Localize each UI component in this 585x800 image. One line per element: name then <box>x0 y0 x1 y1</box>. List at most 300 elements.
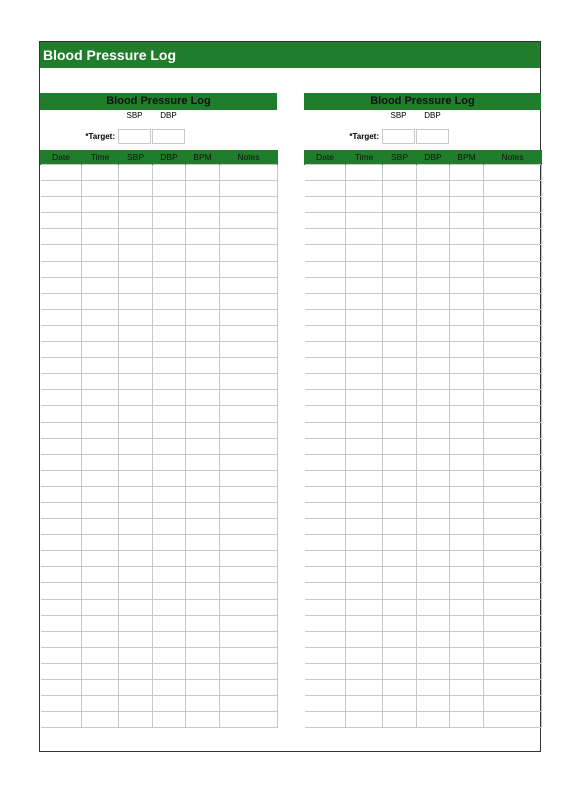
cell-sbp[interactable] <box>119 519 153 535</box>
cell-notes[interactable] <box>220 325 278 341</box>
cell-dbp[interactable] <box>153 213 186 229</box>
cell-bpm[interactable] <box>450 390 484 406</box>
cell-sbp[interactable] <box>383 502 417 518</box>
cell-sbp[interactable] <box>119 358 153 374</box>
cell-bpm[interactable] <box>450 422 484 438</box>
cell-notes[interactable] <box>220 663 278 679</box>
cell-time[interactable] <box>346 309 383 325</box>
cell-sbp[interactable] <box>383 599 417 615</box>
cell-bpm[interactable] <box>450 229 484 245</box>
cell-dbp[interactable] <box>153 261 186 277</box>
cell-dbp[interactable] <box>153 309 186 325</box>
cell-notes[interactable] <box>484 631 542 647</box>
cell-time[interactable] <box>82 535 119 551</box>
cell-date[interactable] <box>305 229 346 245</box>
target-dbp-input[interactable] <box>152 129 185 144</box>
cell-sbp[interactable] <box>119 197 153 213</box>
cell-notes[interactable] <box>220 551 278 567</box>
cell-dbp[interactable] <box>153 342 186 358</box>
cell-dbp[interactable] <box>153 551 186 567</box>
cell-bpm[interactable] <box>186 422 220 438</box>
cell-notes[interactable] <box>484 277 542 293</box>
cell-notes[interactable] <box>484 406 542 422</box>
cell-notes[interactable] <box>484 663 542 679</box>
cell-date[interactable] <box>41 470 82 486</box>
cell-time[interactable] <box>82 567 119 583</box>
cell-bpm[interactable] <box>450 293 484 309</box>
cell-date[interactable] <box>305 663 346 679</box>
cell-time[interactable] <box>82 438 119 454</box>
cell-sbp[interactable] <box>383 615 417 631</box>
cell-bpm[interactable] <box>186 342 220 358</box>
cell-time[interactable] <box>346 454 383 470</box>
cell-date[interactable] <box>305 535 346 551</box>
cell-time[interactable] <box>82 486 119 502</box>
cell-date[interactable] <box>305 615 346 631</box>
cell-time[interactable] <box>346 181 383 197</box>
cell-date[interactable] <box>41 309 82 325</box>
cell-bpm[interactable] <box>186 680 220 696</box>
cell-sbp[interactable] <box>383 583 417 599</box>
cell-date[interactable] <box>41 358 82 374</box>
cell-sbp[interactable] <box>383 277 417 293</box>
cell-date[interactable] <box>41 486 82 502</box>
cell-sbp[interactable] <box>383 663 417 679</box>
cell-time[interactable] <box>346 486 383 502</box>
cell-time[interactable] <box>82 470 119 486</box>
cell-notes[interactable] <box>220 277 278 293</box>
cell-dbp[interactable] <box>417 245 450 261</box>
cell-bpm[interactable] <box>186 535 220 551</box>
cell-date[interactable] <box>41 551 82 567</box>
cell-date[interactable] <box>41 438 82 454</box>
cell-notes[interactable] <box>484 470 542 486</box>
cell-time[interactable] <box>82 213 119 229</box>
cell-notes[interactable] <box>220 599 278 615</box>
cell-bpm[interactable] <box>186 454 220 470</box>
cell-bpm[interactable] <box>186 325 220 341</box>
cell-date[interactable] <box>305 197 346 213</box>
cell-sbp[interactable] <box>383 309 417 325</box>
cell-sbp[interactable] <box>119 680 153 696</box>
cell-date[interactable] <box>41 567 82 583</box>
cell-time[interactable] <box>346 229 383 245</box>
cell-sbp[interactable] <box>119 213 153 229</box>
cell-time[interactable] <box>346 422 383 438</box>
cell-dbp[interactable] <box>153 358 186 374</box>
cell-date[interactable] <box>305 422 346 438</box>
cell-notes[interactable] <box>484 583 542 599</box>
cell-dbp[interactable] <box>153 181 186 197</box>
cell-date[interactable] <box>41 197 82 213</box>
cell-bpm[interactable] <box>450 696 484 712</box>
cell-dbp[interactable] <box>153 229 186 245</box>
cell-sbp[interactable] <box>383 181 417 197</box>
cell-time[interactable] <box>82 680 119 696</box>
cell-time[interactable] <box>82 358 119 374</box>
cell-date[interactable] <box>41 277 82 293</box>
cell-notes[interactable] <box>484 390 542 406</box>
cell-bpm[interactable] <box>450 454 484 470</box>
cell-bpm[interactable] <box>450 213 484 229</box>
cell-time[interactable] <box>82 583 119 599</box>
cell-dbp[interactable] <box>417 470 450 486</box>
cell-notes[interactable] <box>220 454 278 470</box>
cell-bpm[interactable] <box>186 229 220 245</box>
target-dbp-input[interactable] <box>416 129 449 144</box>
cell-time[interactable] <box>82 454 119 470</box>
cell-bpm[interactable] <box>186 358 220 374</box>
cell-bpm[interactable] <box>450 438 484 454</box>
cell-date[interactable] <box>41 712 82 728</box>
cell-sbp[interactable] <box>119 374 153 390</box>
cell-date[interactable] <box>305 438 346 454</box>
cell-time[interactable] <box>82 502 119 518</box>
cell-time[interactable] <box>82 374 119 390</box>
cell-dbp[interactable] <box>417 342 450 358</box>
cell-date[interactable] <box>305 486 346 502</box>
cell-dbp[interactable] <box>153 438 186 454</box>
cell-time[interactable] <box>346 470 383 486</box>
cell-date[interactable] <box>41 519 82 535</box>
cell-sbp[interactable] <box>383 213 417 229</box>
cell-notes[interactable] <box>220 309 278 325</box>
cell-time[interactable] <box>346 599 383 615</box>
cell-sbp[interactable] <box>383 519 417 535</box>
cell-sbp[interactable] <box>119 293 153 309</box>
cell-date[interactable] <box>305 245 346 261</box>
cell-sbp[interactable] <box>383 390 417 406</box>
cell-notes[interactable] <box>220 486 278 502</box>
cell-bpm[interactable] <box>450 519 484 535</box>
cell-notes[interactable] <box>484 342 542 358</box>
cell-bpm[interactable] <box>450 599 484 615</box>
target-sbp-input[interactable] <box>118 129 151 144</box>
cell-notes[interactable] <box>484 486 542 502</box>
cell-sbp[interactable] <box>119 712 153 728</box>
cell-bpm[interactable] <box>186 551 220 567</box>
cell-dbp[interactable] <box>153 599 186 615</box>
cell-time[interactable] <box>82 519 119 535</box>
cell-bpm[interactable] <box>450 245 484 261</box>
cell-time[interactable] <box>82 342 119 358</box>
cell-date[interactable] <box>41 696 82 712</box>
cell-dbp[interactable] <box>153 647 186 663</box>
cell-time[interactable] <box>346 696 383 712</box>
cell-time[interactable] <box>346 374 383 390</box>
cell-time[interactable] <box>346 438 383 454</box>
cell-dbp[interactable] <box>417 663 450 679</box>
cell-sbp[interactable] <box>383 680 417 696</box>
cell-notes[interactable] <box>220 261 278 277</box>
cell-sbp[interactable] <box>119 599 153 615</box>
cell-time[interactable] <box>82 325 119 341</box>
cell-time[interactable] <box>82 277 119 293</box>
cell-sbp[interactable] <box>119 470 153 486</box>
cell-bpm[interactable] <box>450 535 484 551</box>
cell-bpm[interactable] <box>186 293 220 309</box>
cell-bpm[interactable] <box>186 470 220 486</box>
cell-date[interactable] <box>305 342 346 358</box>
cell-dbp[interactable] <box>417 422 450 438</box>
cell-sbp[interactable] <box>383 551 417 567</box>
cell-bpm[interactable] <box>450 325 484 341</box>
cell-sbp[interactable] <box>383 712 417 728</box>
cell-bpm[interactable] <box>450 712 484 728</box>
cell-dbp[interactable] <box>153 277 186 293</box>
cell-time[interactable] <box>82 647 119 663</box>
cell-bpm[interactable] <box>450 615 484 631</box>
cell-date[interactable] <box>305 261 346 277</box>
cell-sbp[interactable] <box>119 342 153 358</box>
cell-bpm[interactable] <box>186 663 220 679</box>
cell-notes[interactable] <box>220 535 278 551</box>
cell-dbp[interactable] <box>153 567 186 583</box>
cell-bpm[interactable] <box>186 519 220 535</box>
cell-notes[interactable] <box>220 358 278 374</box>
cell-sbp[interactable] <box>119 631 153 647</box>
cell-sbp[interactable] <box>119 261 153 277</box>
cell-notes[interactable] <box>220 229 278 245</box>
cell-notes[interactable] <box>220 712 278 728</box>
cell-bpm[interactable] <box>186 647 220 663</box>
cell-dbp[interactable] <box>417 551 450 567</box>
cell-dbp[interactable] <box>153 325 186 341</box>
cell-sbp[interactable] <box>383 535 417 551</box>
cell-time[interactable] <box>346 583 383 599</box>
cell-dbp[interactable] <box>153 519 186 535</box>
cell-date[interactable] <box>305 309 346 325</box>
cell-dbp[interactable] <box>417 197 450 213</box>
cell-sbp[interactable] <box>383 358 417 374</box>
cell-bpm[interactable] <box>450 309 484 325</box>
cell-date[interactable] <box>41 213 82 229</box>
cell-notes[interactable] <box>484 197 542 213</box>
cell-notes[interactable] <box>484 293 542 309</box>
cell-time[interactable] <box>82 197 119 213</box>
cell-bpm[interactable] <box>186 213 220 229</box>
cell-date[interactable] <box>305 374 346 390</box>
cell-time[interactable] <box>346 712 383 728</box>
cell-time[interactable] <box>346 647 383 663</box>
cell-dbp[interactable] <box>417 181 450 197</box>
cell-date[interactable] <box>305 583 346 599</box>
cell-notes[interactable] <box>484 438 542 454</box>
cell-bpm[interactable] <box>450 567 484 583</box>
cell-bpm[interactable] <box>186 615 220 631</box>
cell-bpm[interactable] <box>186 567 220 583</box>
cell-date[interactable] <box>41 181 82 197</box>
cell-dbp[interactable] <box>417 261 450 277</box>
cell-date[interactable] <box>305 406 346 422</box>
cell-bpm[interactable] <box>186 165 220 181</box>
cell-notes[interactable] <box>220 422 278 438</box>
cell-date[interactable] <box>305 165 346 181</box>
cell-bpm[interactable] <box>450 277 484 293</box>
cell-sbp[interactable] <box>383 374 417 390</box>
cell-bpm[interactable] <box>450 663 484 679</box>
cell-bpm[interactable] <box>450 486 484 502</box>
cell-notes[interactable] <box>220 374 278 390</box>
cell-date[interactable] <box>41 374 82 390</box>
cell-time[interactable] <box>82 293 119 309</box>
cell-date[interactable] <box>305 454 346 470</box>
cell-dbp[interactable] <box>417 599 450 615</box>
cell-dbp[interactable] <box>417 615 450 631</box>
cell-notes[interactable] <box>484 165 542 181</box>
cell-date[interactable] <box>41 325 82 341</box>
cell-time[interactable] <box>346 551 383 567</box>
cell-sbp[interactable] <box>119 309 153 325</box>
cell-dbp[interactable] <box>417 567 450 583</box>
cell-notes[interactable] <box>220 470 278 486</box>
cell-date[interactable] <box>305 277 346 293</box>
cell-sbp[interactable] <box>119 454 153 470</box>
cell-time[interactable] <box>82 615 119 631</box>
cell-notes[interactable] <box>220 390 278 406</box>
cell-sbp[interactable] <box>119 229 153 245</box>
cell-notes[interactable] <box>484 181 542 197</box>
cell-sbp[interactable] <box>119 245 153 261</box>
cell-notes[interactable] <box>220 680 278 696</box>
cell-date[interactable] <box>305 647 346 663</box>
cell-time[interactable] <box>346 567 383 583</box>
cell-bpm[interactable] <box>450 358 484 374</box>
cell-dbp[interactable] <box>153 293 186 309</box>
cell-date[interactable] <box>41 663 82 679</box>
cell-time[interactable] <box>346 213 383 229</box>
cell-dbp[interactable] <box>153 615 186 631</box>
cell-sbp[interactable] <box>383 470 417 486</box>
cell-time[interactable] <box>82 181 119 197</box>
cell-sbp[interactable] <box>119 663 153 679</box>
cell-notes[interactable] <box>484 229 542 245</box>
cell-notes[interactable] <box>484 422 542 438</box>
cell-notes[interactable] <box>220 631 278 647</box>
cell-bpm[interactable] <box>186 712 220 728</box>
cell-date[interactable] <box>305 680 346 696</box>
cell-date[interactable] <box>41 165 82 181</box>
cell-sbp[interactable] <box>383 342 417 358</box>
cell-dbp[interactable] <box>417 293 450 309</box>
cell-date[interactable] <box>41 502 82 518</box>
cell-notes[interactable] <box>220 245 278 261</box>
cell-dbp[interactable] <box>153 390 186 406</box>
cell-notes[interactable] <box>484 309 542 325</box>
cell-dbp[interactable] <box>417 680 450 696</box>
cell-sbp[interactable] <box>119 647 153 663</box>
cell-bpm[interactable] <box>450 631 484 647</box>
cell-sbp[interactable] <box>383 631 417 647</box>
cell-date[interactable] <box>305 213 346 229</box>
cell-sbp[interactable] <box>119 583 153 599</box>
cell-bpm[interactable] <box>186 631 220 647</box>
cell-time[interactable] <box>346 277 383 293</box>
cell-dbp[interactable] <box>417 229 450 245</box>
cell-notes[interactable] <box>484 519 542 535</box>
cell-time[interactable] <box>82 390 119 406</box>
cell-bpm[interactable] <box>186 277 220 293</box>
cell-date[interactable] <box>41 422 82 438</box>
cell-sbp[interactable] <box>383 696 417 712</box>
cell-dbp[interactable] <box>153 406 186 422</box>
cell-notes[interactable] <box>484 696 542 712</box>
cell-dbp[interactable] <box>417 358 450 374</box>
cell-sbp[interactable] <box>119 551 153 567</box>
cell-dbp[interactable] <box>417 277 450 293</box>
cell-date[interactable] <box>41 229 82 245</box>
cell-bpm[interactable] <box>186 696 220 712</box>
cell-dbp[interactable] <box>153 680 186 696</box>
cell-date[interactable] <box>41 390 82 406</box>
cell-sbp[interactable] <box>119 535 153 551</box>
cell-sbp[interactable] <box>383 454 417 470</box>
cell-dbp[interactable] <box>153 197 186 213</box>
cell-time[interactable] <box>346 631 383 647</box>
cell-dbp[interactable] <box>417 438 450 454</box>
cell-dbp[interactable] <box>417 696 450 712</box>
cell-time[interactable] <box>346 293 383 309</box>
cell-dbp[interactable] <box>417 390 450 406</box>
cell-time[interactable] <box>346 502 383 518</box>
cell-dbp[interactable] <box>153 486 186 502</box>
cell-time[interactable] <box>82 696 119 712</box>
cell-date[interactable] <box>305 390 346 406</box>
cell-sbp[interactable] <box>119 696 153 712</box>
cell-date[interactable] <box>305 470 346 486</box>
cell-bpm[interactable] <box>450 261 484 277</box>
cell-dbp[interactable] <box>417 165 450 181</box>
cell-notes[interactable] <box>220 615 278 631</box>
cell-notes[interactable] <box>484 615 542 631</box>
cell-time[interactable] <box>82 261 119 277</box>
cell-bpm[interactable] <box>450 406 484 422</box>
cell-bpm[interactable] <box>186 502 220 518</box>
cell-notes[interactable] <box>220 647 278 663</box>
cell-time[interactable] <box>82 422 119 438</box>
cell-time[interactable] <box>82 663 119 679</box>
cell-notes[interactable] <box>484 358 542 374</box>
cell-dbp[interactable] <box>417 631 450 647</box>
cell-dbp[interactable] <box>153 712 186 728</box>
cell-dbp[interactable] <box>417 502 450 518</box>
cell-sbp[interactable] <box>383 406 417 422</box>
cell-time[interactable] <box>346 406 383 422</box>
cell-notes[interactable] <box>484 599 542 615</box>
cell-time[interactable] <box>82 712 119 728</box>
cell-bpm[interactable] <box>186 309 220 325</box>
cell-sbp[interactable] <box>383 325 417 341</box>
cell-dbp[interactable] <box>153 631 186 647</box>
cell-time[interactable] <box>82 599 119 615</box>
cell-notes[interactable] <box>484 551 542 567</box>
cell-date[interactable] <box>305 567 346 583</box>
cell-date[interactable] <box>41 454 82 470</box>
cell-bpm[interactable] <box>186 181 220 197</box>
cell-notes[interactable] <box>484 454 542 470</box>
cell-date[interactable] <box>41 599 82 615</box>
cell-notes[interactable] <box>220 197 278 213</box>
cell-notes[interactable] <box>220 293 278 309</box>
cell-date[interactable] <box>305 519 346 535</box>
cell-dbp[interactable] <box>153 663 186 679</box>
cell-date[interactable] <box>305 631 346 647</box>
cell-dbp[interactable] <box>417 374 450 390</box>
cell-notes[interactable] <box>484 261 542 277</box>
cell-date[interactable] <box>41 535 82 551</box>
cell-bpm[interactable] <box>186 486 220 502</box>
cell-notes[interactable] <box>220 438 278 454</box>
